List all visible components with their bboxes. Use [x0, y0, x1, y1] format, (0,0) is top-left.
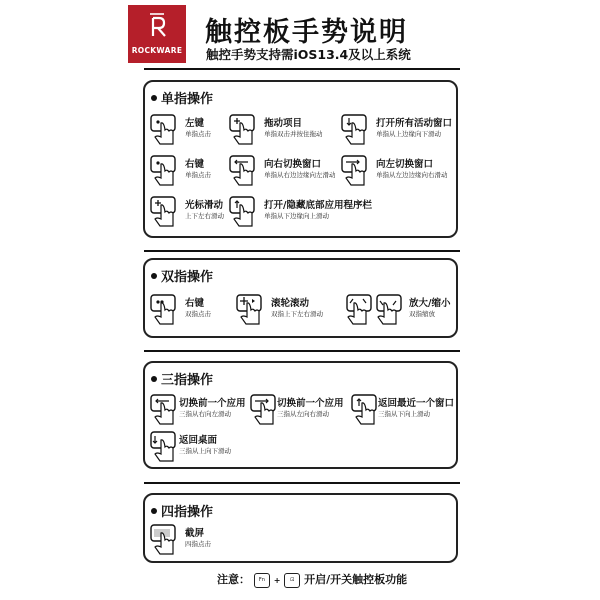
gesture-desc: 三指从右向左滑动: [179, 410, 231, 418]
gesture-label: 向左切换窗口: [376, 159, 434, 170]
swipe-bottom-icon: [228, 195, 262, 227]
gesture-desc: 单指从下边缘向上滑动: [264, 212, 329, 220]
gesture-desc: 三指从左向右滑动: [277, 410, 329, 418]
trackpad-key-icon: ⊡: [284, 573, 300, 588]
two-finger-tap-icon: [149, 293, 183, 325]
swipe-up-icon: [340, 113, 374, 145]
gesture-desc: 三指从上向下滑动: [179, 447, 231, 455]
header-divider: [144, 68, 460, 70]
gesture-desc: 上下左右滑动: [185, 212, 224, 220]
gesture-desc: 单指从右边边缘向左滑动: [264, 171, 336, 179]
right-click-icon: [149, 154, 183, 186]
gesture-desc: 单指双击并按住拖动: [264, 130, 323, 138]
four-finger-tap-icon: [149, 523, 183, 555]
swipe-left-icon: [228, 154, 262, 186]
panel-title: 双指操作: [151, 266, 213, 285]
plus-sign: +: [273, 576, 281, 585]
gesture-label: 切换前一个应用: [277, 398, 344, 409]
cursor-move-icon: [149, 195, 183, 227]
panel-title: 三指操作: [151, 369, 213, 388]
section-divider: [144, 250, 460, 252]
scroll-icon: [235, 293, 269, 325]
gesture-desc: 双指点击: [185, 310, 211, 318]
gesture-label: 打开/隐藏底部应用程序栏: [264, 200, 372, 211]
gesture-label: 向右切换窗口: [264, 159, 322, 170]
rockware-logo: [128, 5, 186, 63]
gesture-label: 滚轮滚动: [271, 298, 310, 309]
panel-title: 单指操作: [151, 88, 213, 107]
logo-r-icon: [128, 11, 186, 39]
gesture-label: 右键: [185, 159, 205, 170]
gesture-label: 光标滑动: [185, 200, 224, 211]
three-finger-panel: [143, 361, 458, 469]
single-finger-panel: [143, 80, 458, 238]
note-text: 开启/开关触控板功能: [304, 573, 408, 586]
fn-key-icon: Fn: [254, 573, 270, 588]
gesture-label: 截屏: [185, 528, 205, 539]
two-finger-panel: [143, 258, 458, 338]
pinch-zoom-icon: [345, 293, 405, 325]
three-finger-left-icon: [149, 393, 183, 425]
gesture-label: 放大/缩小: [409, 298, 451, 309]
gesture-desc: 双指上下左右滑动: [271, 310, 323, 318]
gesture-desc: 单指从上边缘向下滑动: [376, 130, 441, 138]
four-finger-panel: [143, 493, 458, 563]
section-divider: [144, 350, 460, 352]
logo-text: ROCKWARE: [131, 46, 183, 55]
footer-note: [217, 571, 407, 588]
gesture-desc: 三指从下向上滑动: [378, 410, 430, 418]
gesture-desc: 双指缩放: [409, 310, 435, 318]
page-subtitle: 触控手势支持需iOS13.4及以上系统: [206, 47, 411, 62]
gesture-desc: 单指点击: [185, 130, 211, 138]
gesture-label: 切换前一个应用: [179, 398, 246, 409]
note-label: 注意：: [217, 573, 250, 586]
gesture-desc: 单指点击: [185, 171, 211, 179]
drag-item-icon: [228, 113, 262, 145]
single-tap-icon: [149, 113, 183, 145]
section-divider: [144, 482, 460, 484]
gesture-label: 左键: [185, 118, 205, 129]
three-finger-home-icon: [149, 430, 183, 462]
panel-title: 四指操作: [151, 501, 213, 520]
gesture-desc: 单指从左边边缘向右滑动: [376, 171, 448, 179]
gesture-label: 打开所有活动窗口: [376, 118, 453, 129]
gesture-desc: 四指点击: [185, 540, 211, 548]
swipe-right-icon: [340, 154, 374, 186]
gesture-label: 返回最近一个窗口: [378, 398, 455, 409]
page-title: 触控板手势说明: [205, 17, 408, 48]
gesture-label: 右键: [185, 298, 205, 309]
gesture-label: 拖动项目: [264, 118, 303, 129]
gesture-label: 返回桌面: [179, 435, 218, 446]
